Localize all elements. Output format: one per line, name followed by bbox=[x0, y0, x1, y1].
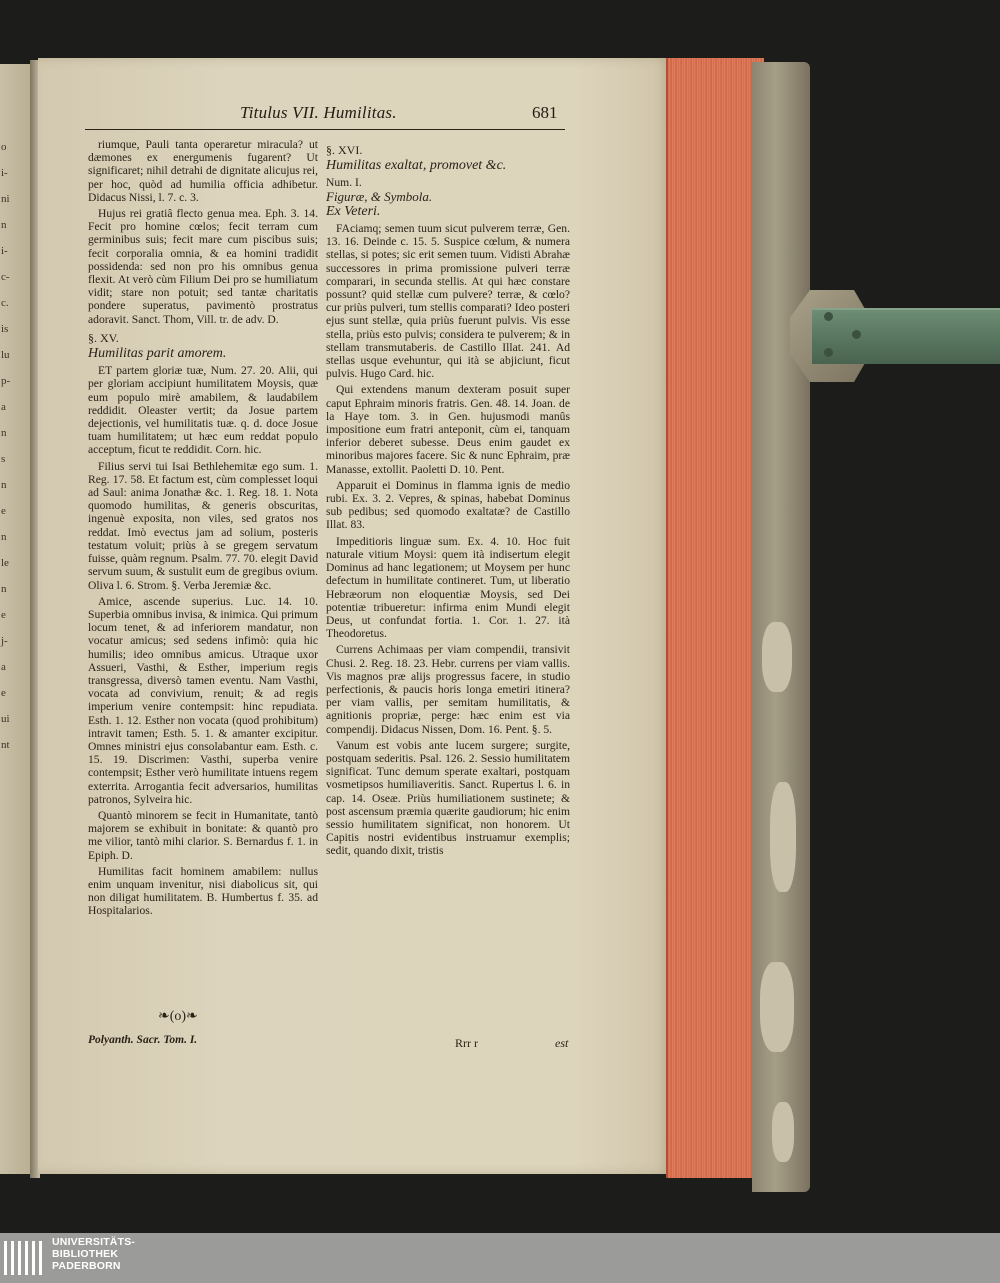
paragraph: Apparuit ei Dominus in flamma ignis de medio rubi. Ex. 3. 2. Vepres, & spinas, habebat Dominus sub pedibus; sed quomodo exaltatæ? de Castillo Illat. 83. bbox=[326, 478, 570, 532]
left-page-fragment: i- bbox=[1, 167, 8, 179]
library-logo-icon bbox=[0, 1233, 48, 1283]
left-page-fragment: nt bbox=[1, 739, 10, 751]
paragraph: Qui extendens manum dexteram posuit super caput Ephraim minoris fratris. Gen. 48. 14. Joan. de la Haye tom. 3. in Gen. hujusmodi manûs impositione eum fratri anteponit, cùm ei, tanquam inferior deberet subesse. Deus enim gaudet ex minoribus majores facere. Sic & nunc Ephraim, præ Manasse, extollit. Paoletti D. 10. Pent. bbox=[326, 383, 570, 476]
paragraph: Filius servi tui Isai Bethlehemitæ ego sum. 1. Reg. 17. 58. Et factum est, cùm complesset loqui ad Saul: anima Jonathæ &c. 1. Reg. 18. 1. Nota quomodo humilitas, & generis obscuritas, ingenuè exposita, non viles, sed gratos nos reddat. Imò evectus jam ad solium, posteris testatum voluit; priùs à se gregem servatum fuisse, quàm regnum. Psalm. 77. 70. elegit David servum suum, & sustulit eum de gregibus ovium. Oliva l. 6. Strom. §. Verba Jeremiæ &c. bbox=[88, 459, 318, 592]
paragraph: Vanum est vobis ante lucem surgere; surgite, postquam sederitis. Psal. 126. 2. Sessio humilitatem significat. Tunc demum sperate exaltari, postquam vosmetipsos humiliaveritis. Sanct. Rupertus l. 6. in cap. 14. Oseæ. Priùs humiliationem sustinete; & post ascensum præmia quærite gaudiorum; hic enim sessio humilitatem significat, non honorem. Ut Capitis nostri evidentibus instruamur exemplis; sedit, quando dixit, tristis bbox=[326, 738, 570, 858]
paragraph: ET partem gloriæ tuæ, Num. 27. 20. Alii, qui per gloriam accipiunt humilitatem Moysis, quæ eum populo mirè amabilem, & laudabilem reddidit. Oleaster vertit; da Josue partem dejectionis, vel humilitatis tuæ. q. d. doce Josue tuam humilitatem; ut hæc eum reddat populo acceptum, ficut te reddidit. Corn. hic. bbox=[88, 364, 318, 457]
left-page-fragment: e bbox=[1, 687, 6, 699]
left-page-fragment: o bbox=[1, 141, 7, 153]
red-fore-edge bbox=[666, 58, 764, 1178]
paragraph: Quantò minorem se fecit in Humanitate, tantò majorem se exhibuit in bonitate: & quantò pro me vilior, tantò mihi clarior. S. Bernardus f. 1. in Epiph. D. bbox=[88, 808, 318, 862]
left-page-fragment: c- bbox=[1, 271, 10, 283]
left-page-fragment: a bbox=[1, 401, 6, 413]
leather-binding bbox=[752, 62, 810, 1192]
paragraph: Hujus rei gratiâ flecto genua mea. Eph. 3. 14. Fecit pro homine cœlos; fecit terram cum germinibus suis; fecit mare cum piscibus suis; fecit corporalia omnia, & ea homini tradidit possidenda: sed non pro his omnibus genua flexit. At verò cùm Filium Dei pro se humiliatum vidit; stare non potuit; sed tantæ charitatis pondere superatus, pavimentò prostratus adoravit. Sanct. Thom, Vill. tr. de adv. D. bbox=[88, 207, 318, 326]
library-footer-bar bbox=[0, 1233, 1000, 1283]
paragraph: Humilitas facit hominem amabilem: nullus enim unquam invenitur, nisi diabolicus sit, qui non diligat humilitatem. B. Humbertus f. 35. ad Hospitalarios. bbox=[88, 864, 318, 918]
colophon-ornament: ❧(o)❧ bbox=[158, 1009, 198, 1024]
section-title: Humilitas parit amorem. bbox=[88, 346, 227, 362]
left-page-fragment: a bbox=[1, 661, 6, 673]
section-title: Ex Veteri. bbox=[326, 203, 381, 219]
paragraph: Amice, ascende superius. Luc. 14. 10. Superbia omnibus invisa, & inimica. Qui primum locum tenet, & ad inferiorem mandatur, non vocatur amicus; sed sedens infimò: quia hic humilis; ideo omnibus amicus. Utraque uxor Assueri, Vasthi, & Esther, imperium regis transgressa, diversò tamen eventu. Nam Vasthi, vocata ad convivium, renuit; & ad regis imperium venire contempsit: hinc repudiata. Esth. 1. 12. Esther non vocata (quod prohibitum) intravit tamen; Esth. 5. 1. & amanter excipitur. Omnes ministri ejus consolabantur eam. Esth. c. 15. 19. Discrimen: Vasthi, superba venire contempsit; Esther verò humilitate intuens regem exterrita. Arrogantia fecit adversarios, humilitas patronos, Sylveira hic. bbox=[88, 594, 318, 806]
paragraph: riumque, Pauli tanta operaretur miracula? ut dæmones ex energumenis fugarent? Ut significaret; nihil detrahi de dignitate alicujus rei, per hoc, quòd ad humilia officia adhibetur. Didacus Nissi, l. 7. c. 3. bbox=[88, 138, 318, 204]
catchword: est bbox=[555, 1036, 569, 1050]
left-page-fragment: is bbox=[1, 323, 9, 335]
metal-clasp bbox=[790, 290, 1000, 382]
paragraph: Impeditioris linguæ sum. Ex. 4. 10. Hoc fuit naturale vitium Moysi: quem ità indisertum elegit Dominus ad hanc legationem; ut Moysem per hunc defectum in humilitate contineret. Tum, ut liberatio Hebræorum non eloquentiæ Moysis, sed Dei potentiæ tribueretur: infirma enim Mundi elegit Deus, ut confundat fortia. 1. Cor. 1. 27. ità Theodoretus. bbox=[326, 534, 570, 641]
section-number: §. XV. bbox=[88, 330, 119, 345]
left-page-fragment: ni bbox=[1, 193, 10, 205]
page-number: 681 bbox=[532, 103, 558, 122]
left-page-fragment: s bbox=[1, 453, 6, 465]
left-page-fragment: p- bbox=[1, 375, 11, 387]
library-name bbox=[52, 1236, 135, 1272]
library-name-line3: PADERBORN bbox=[52, 1260, 121, 1272]
left-page-fragment: n bbox=[1, 531, 7, 543]
subsection-title: Figuræ, & Symbola. bbox=[326, 188, 433, 204]
footer-title: Polyanth. Sacr. Tom. I. bbox=[88, 1034, 198, 1046]
left-page-fragment: c. bbox=[1, 297, 9, 309]
left-page-fragment: le bbox=[1, 557, 9, 569]
left-page-fragment: n bbox=[1, 479, 7, 491]
left-page-fragment: n bbox=[1, 583, 7, 595]
left-page-fragment: lu bbox=[1, 349, 10, 361]
right-column bbox=[326, 138, 570, 861]
left-page-fragment: n bbox=[1, 427, 7, 439]
left-page-fragment: j- bbox=[1, 635, 8, 647]
library-name-line2: BIBLIOTHEK bbox=[52, 1248, 119, 1260]
subsection-number: Num. I. bbox=[326, 176, 362, 190]
library-name-line1: UNIVERSITÄTS- bbox=[52, 1236, 136, 1248]
left-page-fragment: i- bbox=[1, 245, 8, 257]
running-head: Titulus VII. Humilitas. bbox=[240, 103, 397, 122]
header-rule bbox=[85, 129, 565, 130]
left-page-fragment: ui bbox=[1, 713, 10, 725]
left-column bbox=[88, 138, 318, 921]
signature-mark: Rrr r bbox=[455, 1036, 478, 1050]
paragraph: Currens Achimaas per viam compendii, transivit Chusi. 2. Reg. 18. 23. Hebr. currens per viam vallis. Vis magnos præ alijs progressus facere, in studio perfectionis, & paucis horis longa emetiri itinera? per viam vallis, per semitam humilitatis, & agnitionis propriæ, perge: hæc enim est via compendij. Didacus Nissen, Dom. 16. Pent. §. 5. bbox=[326, 643, 570, 736]
left-page-fragment: n bbox=[1, 219, 7, 231]
left-page-edge bbox=[0, 64, 33, 1174]
section-number: §. XVI. bbox=[326, 143, 363, 157]
paragraph: FAciamq; semen tuum sicut pulverem terræ, Gen. 13. 16. Deinde c. 15. 5. Suspice cœlum, & numera stellas, si potes; sic erit semen tuum. Vidisti Abrahæ successores in prima promissione pulveri terræ comparari, in secunda stellis. At qui hæc constare possunt? quid stellæ cum pulvere? terræ, & cœlo? cur priùs pulveri, tum stellis comparati? Ideo posteri ejus sunt stellæ, quia priùs fuerunt pulvis. Vis esse stella, priùs esto pulvis; considera te pulverem; & in stellam transmutaberis. de Castillo Illat. 241. Ad stellas usque evehuntur, qui ità se abjiciunt, ficut pulvis. Hugo Card. hic. bbox=[326, 222, 570, 381]
left-page-fragment: e bbox=[1, 609, 6, 621]
left-page-fragment: e bbox=[1, 505, 6, 517]
section-title: Humilitas exaltat, promovet &c. bbox=[326, 158, 507, 174]
